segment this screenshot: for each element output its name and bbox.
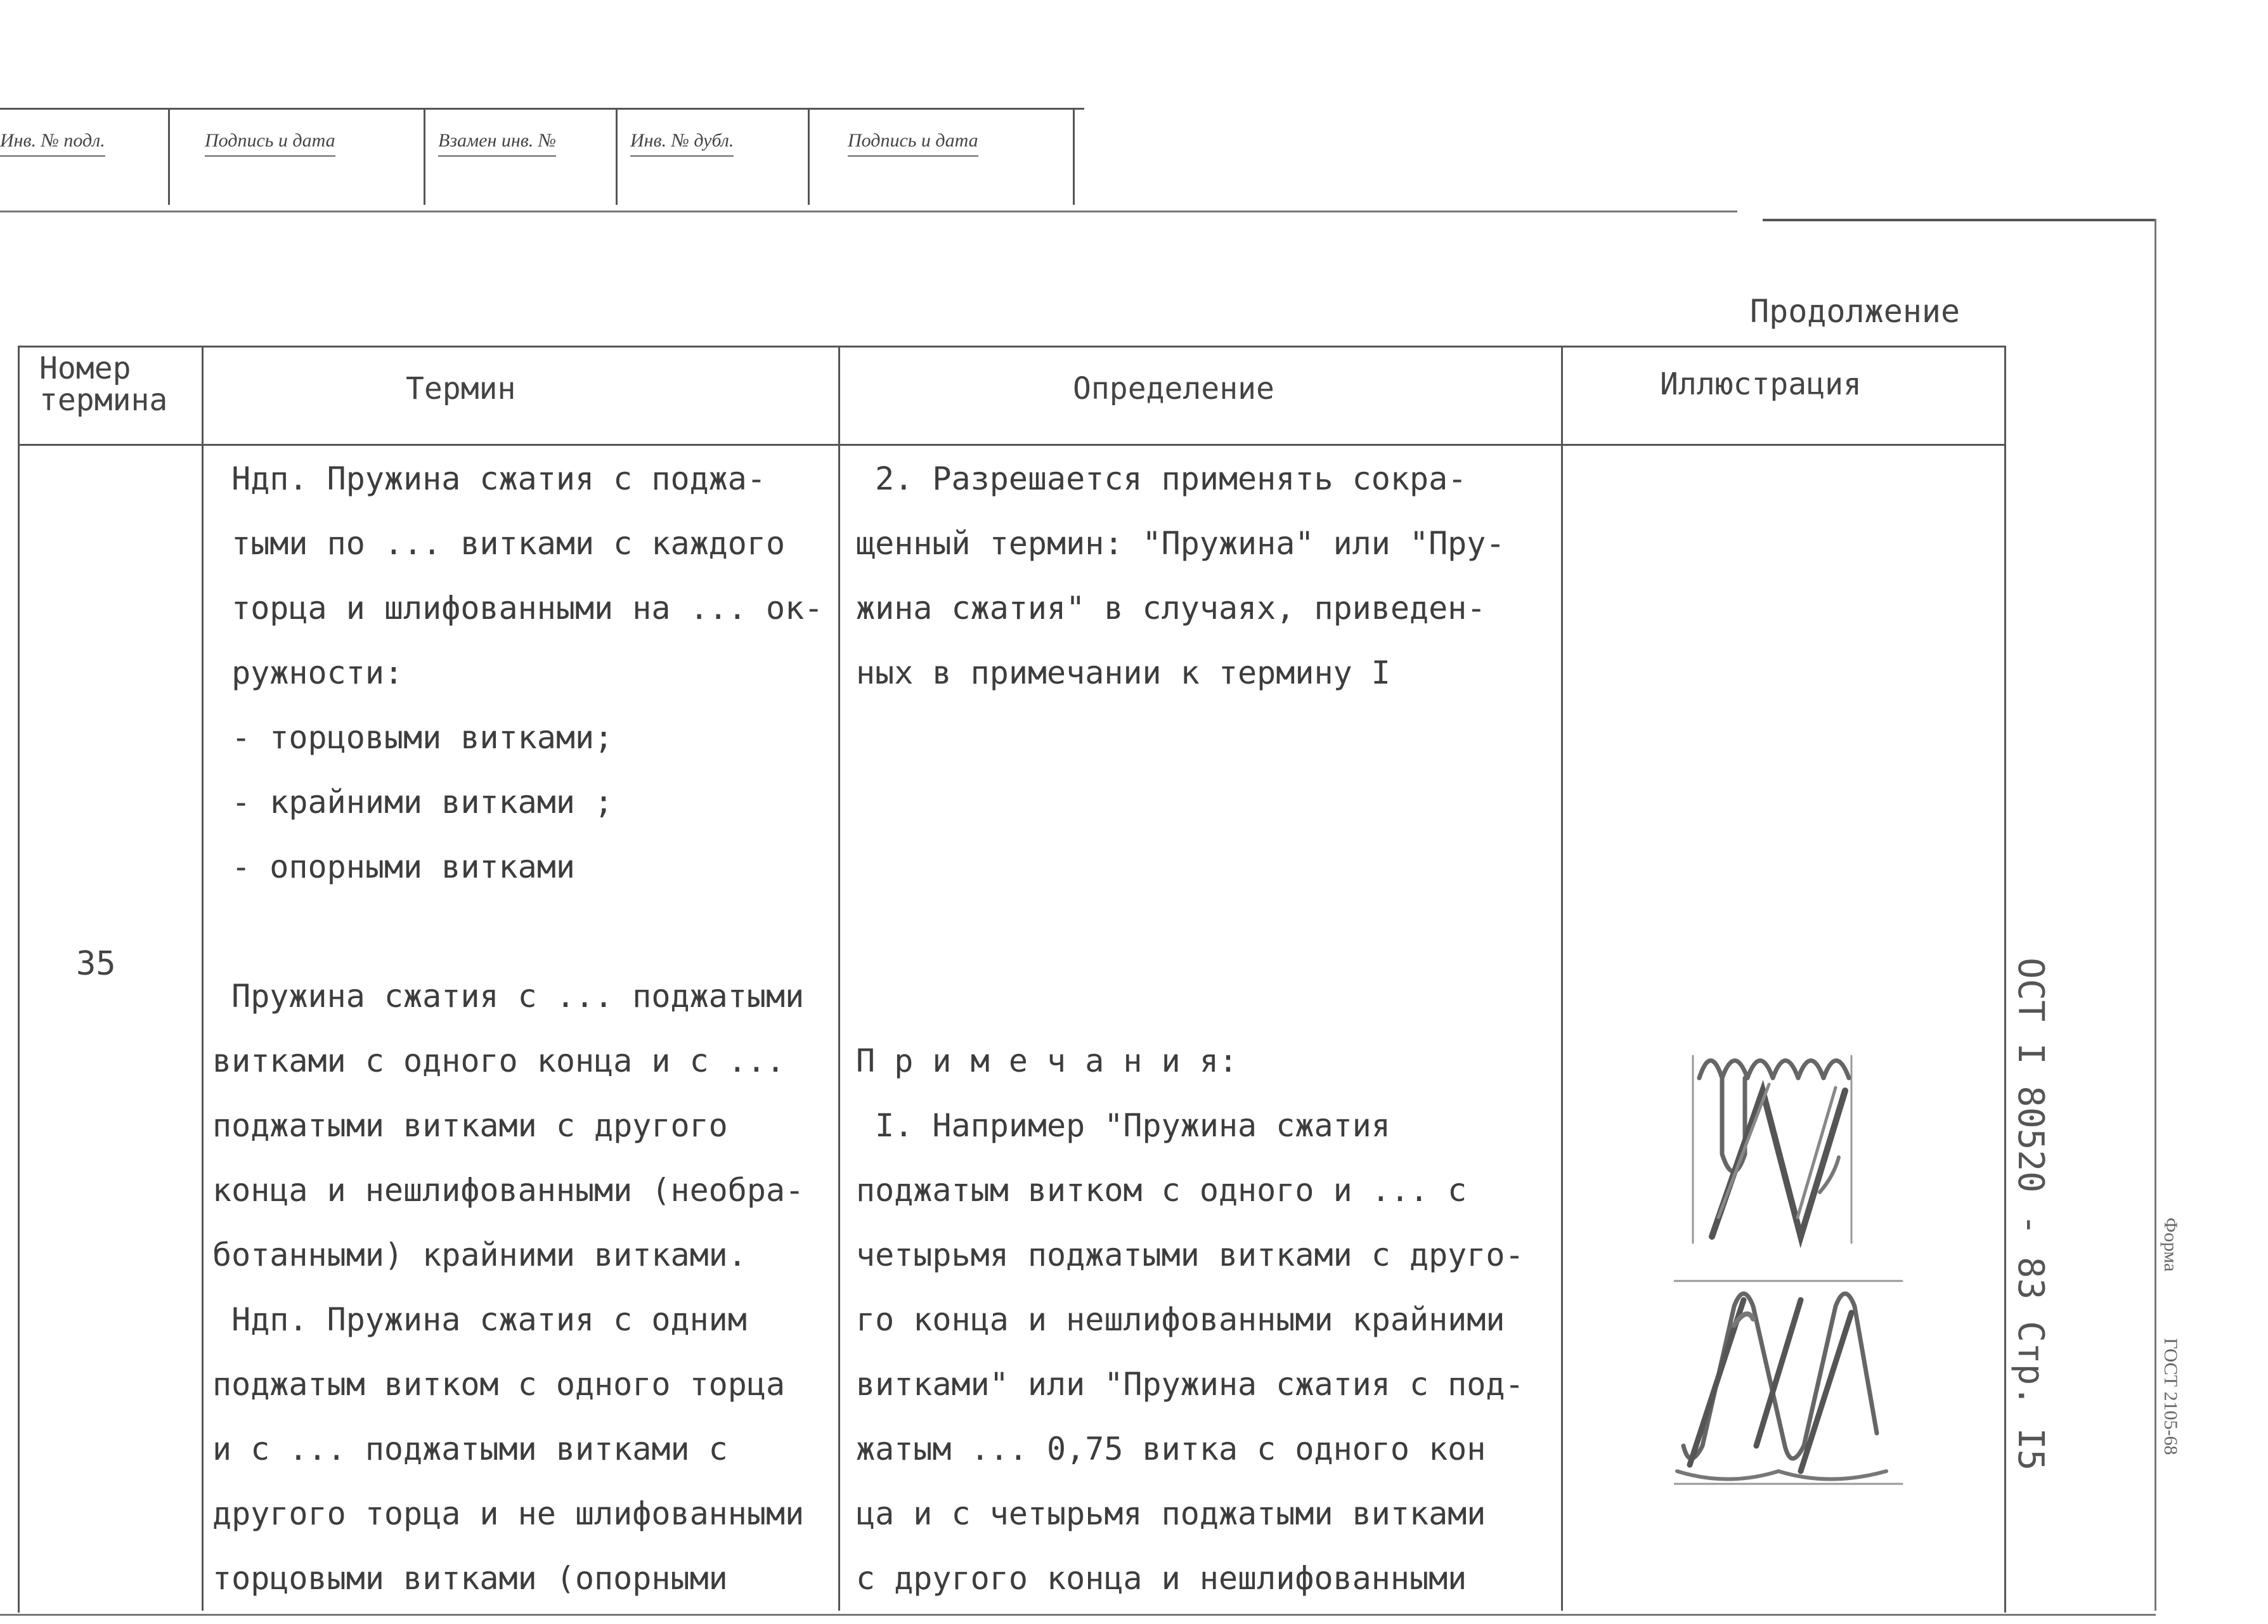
frame-right-line bbox=[2155, 219, 2156, 1611]
form-code: ГОСТ 2105-68 bbox=[2160, 1338, 2181, 1455]
term-line: Пружина сжатия с ... поджатыми bbox=[212, 978, 805, 1015]
term-line: поджатым витком с одного торца bbox=[212, 1366, 786, 1403]
stamp-cell-signature-date-2 bbox=[810, 110, 1075, 205]
stamp-label: Взамен инв. № bbox=[438, 130, 556, 157]
table-header-divider bbox=[18, 444, 2004, 446]
definition-line: с другого конца и нешлифованными bbox=[856, 1560, 1467, 1597]
document-code: ОСТ I 80520 - 83 Стр. I5 bbox=[2010, 958, 2051, 1471]
term-line: и с ... поджатыми витками с bbox=[212, 1431, 728, 1467]
term-text bbox=[212, 446, 823, 1611]
definition-line bbox=[856, 964, 1524, 1029]
header-number-line-1: Номер bbox=[39, 351, 131, 386]
compression-spring-illustration bbox=[1674, 1027, 2130, 1509]
definition-line bbox=[856, 705, 1524, 770]
term-line: поджатыми витками с другого bbox=[212, 1107, 728, 1144]
definition-line bbox=[856, 835, 1524, 899]
definition-line bbox=[856, 899, 1524, 964]
stamp-label: Инв. № дубл. bbox=[630, 130, 734, 157]
form-label: Форма bbox=[2160, 1218, 2181, 1272]
definition-line: П р и м е ч а н и я: bbox=[856, 1043, 1238, 1079]
frame-top-line bbox=[1763, 219, 2156, 221]
definition-line: поджатым витком с одного и ... с bbox=[856, 1172, 1467, 1209]
column-divider-3 bbox=[1561, 346, 1563, 1611]
term-line: витками с одного конца и с ... bbox=[212, 1043, 786, 1079]
term-line: торцовыми витками (опорными bbox=[212, 1560, 728, 1597]
definition-line: 2. Разрешается применять сокра- bbox=[856, 460, 1467, 497]
term-line: - крайними витками ; bbox=[212, 784, 614, 821]
term-number: 35 bbox=[76, 945, 116, 983]
definition-line: го конца и нешлифованными крайними bbox=[856, 1301, 1505, 1338]
term-line: конца и нешлифованными (необра- bbox=[212, 1172, 805, 1209]
header-term: Термин bbox=[406, 371, 516, 406]
definition-line bbox=[856, 770, 1524, 835]
definition-line: четырьмя поджатыми витками с друго- bbox=[856, 1237, 1524, 1273]
definition-line: жатым ... 0,75 витка с одного кон bbox=[856, 1431, 1486, 1467]
definition-line: ца и с четырьмя поджатыми витками bbox=[856, 1495, 1486, 1532]
term-line: торца и шлифованными на ... ок- bbox=[212, 590, 824, 627]
approval-stamp-strip bbox=[0, 108, 1084, 208]
stamp-divider bbox=[0, 211, 1737, 212]
definition-line: ных в примечании к термину I bbox=[856, 654, 1390, 691]
term-line bbox=[212, 899, 823, 964]
term-line: - опорными витками bbox=[212, 848, 575, 885]
stamp-label: Инв. № подл. bbox=[0, 130, 105, 157]
frame-bottom-line bbox=[0, 1614, 2156, 1616]
header-definition: Определение bbox=[1073, 371, 1274, 406]
definition-line: I. Например "Пружина сжатия bbox=[856, 1107, 1390, 1144]
spring-upper-icon bbox=[1693, 1056, 1851, 1243]
term-line: ружности: bbox=[212, 654, 404, 691]
header-number bbox=[39, 353, 167, 416]
column-divider-1 bbox=[202, 346, 204, 1611]
header-number-line-2: термина bbox=[39, 382, 168, 418]
stamp-cell-inv-dubl bbox=[618, 110, 810, 205]
stamp-label: Подпись и дата bbox=[848, 130, 978, 157]
column-divider-2 bbox=[838, 346, 840, 1611]
term-line: Ндп. Пружина сжатия с одним bbox=[212, 1301, 747, 1338]
definition-line: щенный термин: "Пружина" или "Пру- bbox=[856, 525, 1505, 562]
stamp-cell-inv-podl bbox=[0, 110, 170, 205]
definition-text bbox=[856, 446, 1524, 1611]
spring-lower-icon bbox=[1674, 1281, 1902, 1484]
term-line: - торцовыми витками; bbox=[212, 719, 614, 756]
stamp-label: Подпись и дата bbox=[205, 130, 335, 157]
term-line: Ндп. Пружина сжатия с поджа- bbox=[212, 460, 766, 497]
continuation-label: Продолжение bbox=[1750, 293, 1960, 330]
term-line: другого торца и не шлифованными bbox=[212, 1495, 805, 1532]
definition-line: жина сжатия" в случаях, приведен- bbox=[856, 590, 1486, 627]
stamp-cell-replaced-inv bbox=[425, 110, 618, 205]
stamp-cell-signature-date bbox=[170, 110, 425, 205]
header-illustration: Иллюстрация bbox=[1660, 367, 1862, 402]
term-line: тыми по ... витками с каждого bbox=[212, 525, 786, 562]
term-line: ботанными) крайними витками. bbox=[212, 1237, 747, 1273]
definition-line: витками" или "Пружина сжатия с под- bbox=[856, 1366, 1524, 1403]
